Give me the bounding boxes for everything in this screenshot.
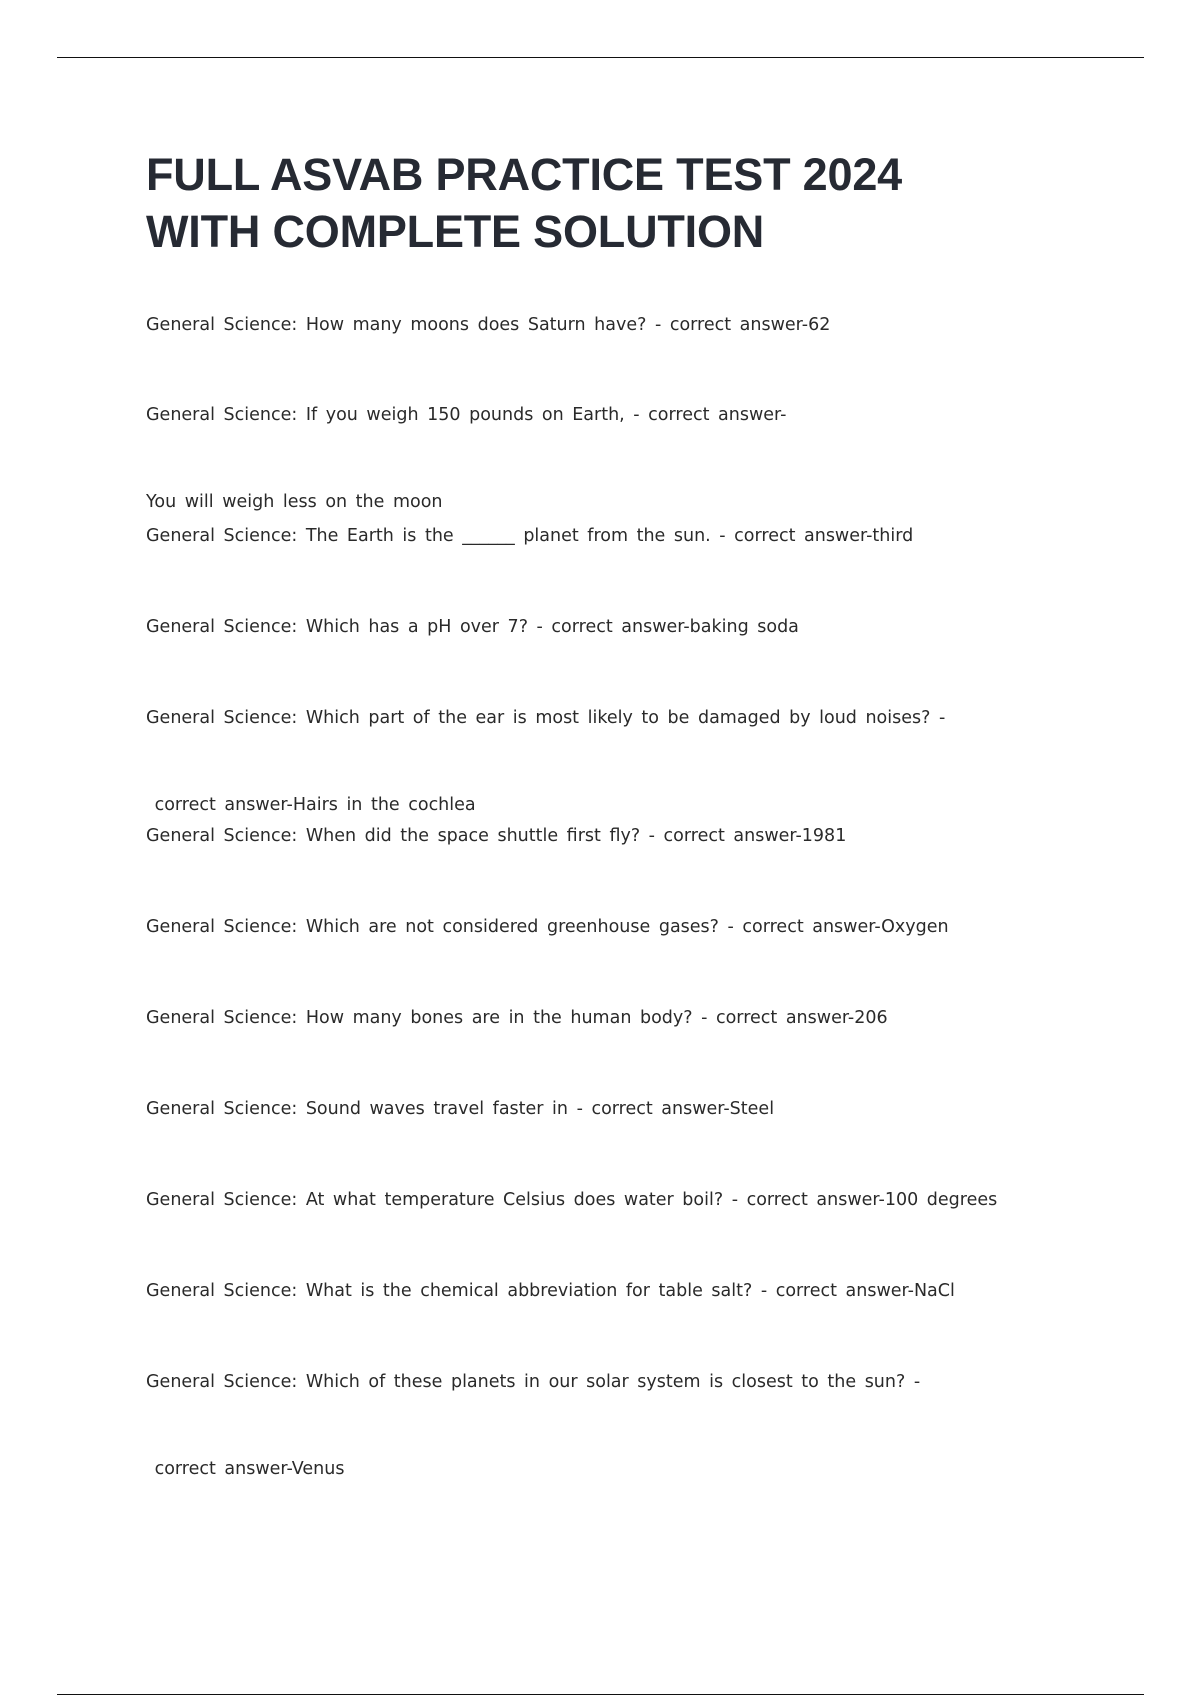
question-text: General Science: Which of these planets in our solar system is closest to the sun? - <box>146 1372 921 1392</box>
question-text: General Science: What is the chemical abbreviation for table salt? - correct answer-NaCl <box>146 1281 955 1301</box>
answer-continuation: You will weigh less on the moon <box>146 492 443 512</box>
document-body <box>146 146 1086 1479</box>
document-title <box>146 146 1086 260</box>
bottom-divider <box>57 1694 1144 1695</box>
top-divider <box>57 57 1144 58</box>
question-item-12 <box>146 1310 920 1542</box>
question-text: General Science: The Earth is the ______ planet from the sun. - correct answer-third <box>146 526 914 546</box>
answer-continuation: correct answer-Hairs in the cochlea <box>146 795 476 815</box>
question-text: General Science: Which part of the ear is most likely to be damaged by loud noises? - <box>146 708 946 728</box>
question-text: General Science: Sound waves travel faster in - correct answer-Steel <box>146 1099 775 1119</box>
question-text: General Science: How many moons does Saturn have? - correct answer-62 <box>146 315 831 335</box>
question-text: General Science: Which has a pH over 7? - correct answer-baking soda <box>146 617 799 637</box>
question-text: General Science: How many bones are in the human body? - correct answer-206 <box>146 1008 888 1028</box>
document-title-line-1: FULL ASVAB PRACTICE TEST 2024 <box>146 149 902 200</box>
question-text: General Science: Which are not considered greenhouse gases? - correct answer-Oxygen <box>146 917 949 937</box>
document-title-line-2: WITH COMPLETE SOLUTION <box>146 206 765 257</box>
question-text: General Science: If you weigh 150 pounds on Earth, - correct answer- <box>146 405 787 425</box>
answer-continuation: correct answer-Venus <box>146 1459 345 1479</box>
question-text: General Science: At what temperature Celsius does water boil? - correct answer-100 degrees <box>146 1190 998 1210</box>
question-text: General Science: When did the space shuttle first fly? - correct answer-1981 <box>146 826 847 846</box>
